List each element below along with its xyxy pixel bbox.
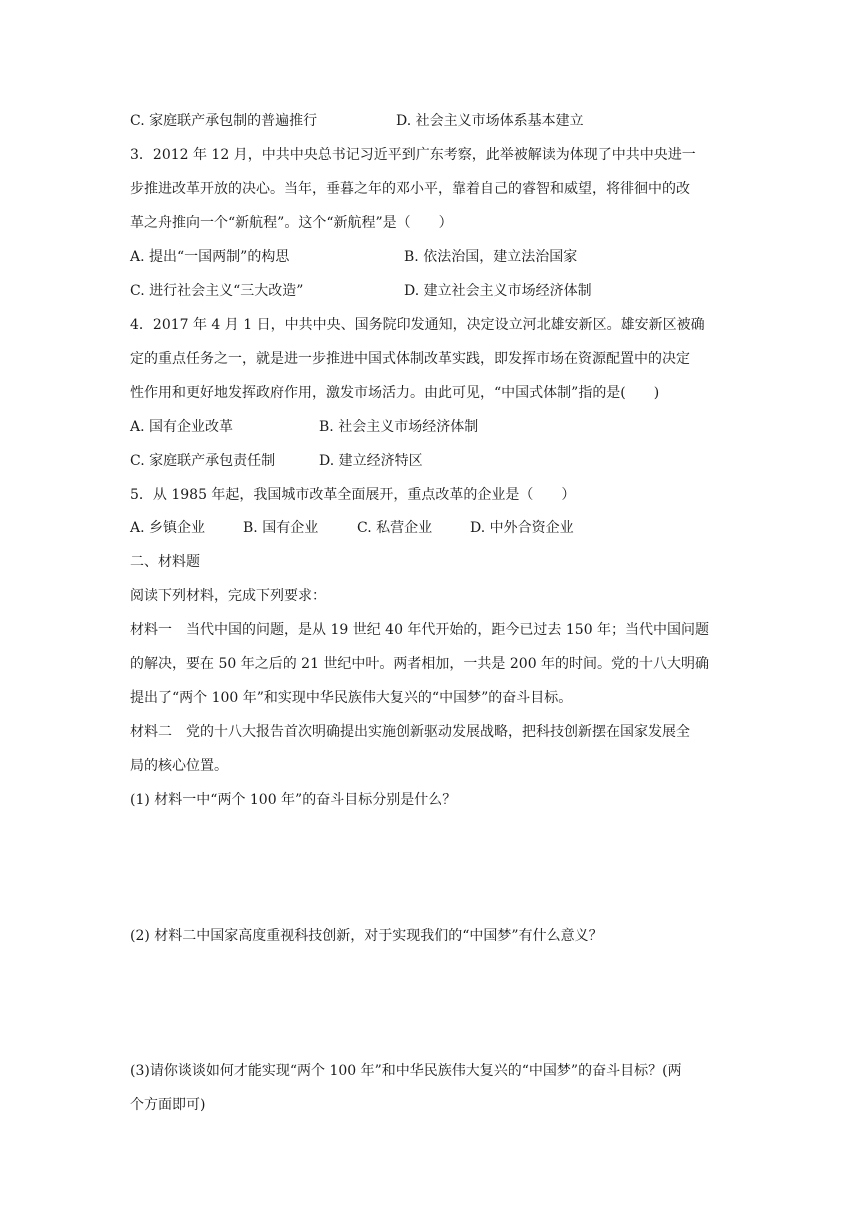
q4-option-c: C. 家庭联产承包责任制 <box>130 453 276 469</box>
material-2-line-2: 局的核心位置。 <box>130 758 228 774</box>
material-2-line-1: 材料二 党的十八大报告首次明确提出实施创新驱动发展战略，把科技创新摆在国家发展全 <box>130 724 690 740</box>
q5-option-a: A. 乡镇企业 <box>130 520 206 536</box>
q3-stem-line-2: 步推进改革开放的决心。当年，垂暮之年的邓小平，靠着自己的睿智和威望，将徘徊中的改 <box>130 181 690 197</box>
subquestion-1: (1) 材料一中“两个 100 年”的奋斗目标分别是什么？ <box>130 792 457 808</box>
q3-option-d: D. 建立社会主义市场经济体制 <box>404 283 592 299</box>
q3-option-a: A. 提出“一国两制”的构思 <box>130 249 290 265</box>
q3-option-b: B. 依法治国，建立法治国家 <box>404 249 578 265</box>
q4-stem-line-1: 4．2017 年 4 月 1 日，中共中央、国务院印发通知，决定设立河北雄安新区。雄安新区被确 <box>130 317 705 333</box>
q5-option-b: B. 国有企业 <box>243 520 319 536</box>
section-heading: 二、材料题 <box>130 554 200 570</box>
q4-option-d: D. 建立经济特区 <box>319 453 423 469</box>
subquestion-2: (2) 材料二中国家高度重视科技创新，对于实现我们的“中国梦”有什么意义？ <box>130 928 603 944</box>
q4-stem-line-3: 性作用和更好地发挥政府作用，激发市场活力。由此可见，“中国式体制”指的是( ) <box>130 385 660 401</box>
q3-stem-line-1: 3．2012 年 12 月，中共中央总书记习近平到广东考察，此举被解读为体现了中共中央进一 <box>130 147 696 163</box>
q5-option-c: C. 私营企业 <box>357 520 433 536</box>
q5-stem: 5．从 1985 年起，我国城市改革全面展开，重点改革的企业是（ ） <box>130 487 576 503</box>
q3-stem-line-3: 革之舟推向一个“新航程”。这个“新航程”是（ ） <box>130 215 453 231</box>
subquestion-3-line-2: 个方面即可) <box>130 1097 206 1113</box>
subquestion-3-line-1: (3)请你谈谈如何才能实现“两个 100 年”和中华民族伟大复兴的“中国梦”的奋斗目标？(两 <box>130 1063 682 1079</box>
q4-stem-line-2: 定的重点任务之一，就是进一步推进中国式体制改革实践，即发挥市场在资源配置中的决定 <box>130 351 690 367</box>
q3-option-c: C. 进行社会主义“三大改造” <box>130 283 304 299</box>
q2-option-d: D. 社会主义市场体系基本建立 <box>396 113 584 129</box>
material-1-line-3: 提出了“两个 100 年”和实现中华民族伟大复兴的“中国梦”的奋斗目标。 <box>130 690 573 706</box>
material-1-line-1: 材料一 当代中国的问题，是从 19 世纪 40 年代开始的，距今已过去 150 年；当代中国问题 <box>130 622 710 638</box>
section-instruction: 阅读下列材料，完成下列要求： <box>130 588 326 604</box>
q5-option-d: D. 中外合资企业 <box>470 520 574 536</box>
material-1-line-2: 的解决，要在 50 年之后的 21 世纪中叶。两者相加，一共是 200 年的时间。党的十八大明确 <box>130 656 710 672</box>
q2-option-c: C. 家庭联产承包制的普遍推行 <box>130 113 318 129</box>
q4-option-b: B. 社会主义市场经济体制 <box>319 419 479 435</box>
q4-option-a: A. 国有企业改革 <box>130 419 234 435</box>
